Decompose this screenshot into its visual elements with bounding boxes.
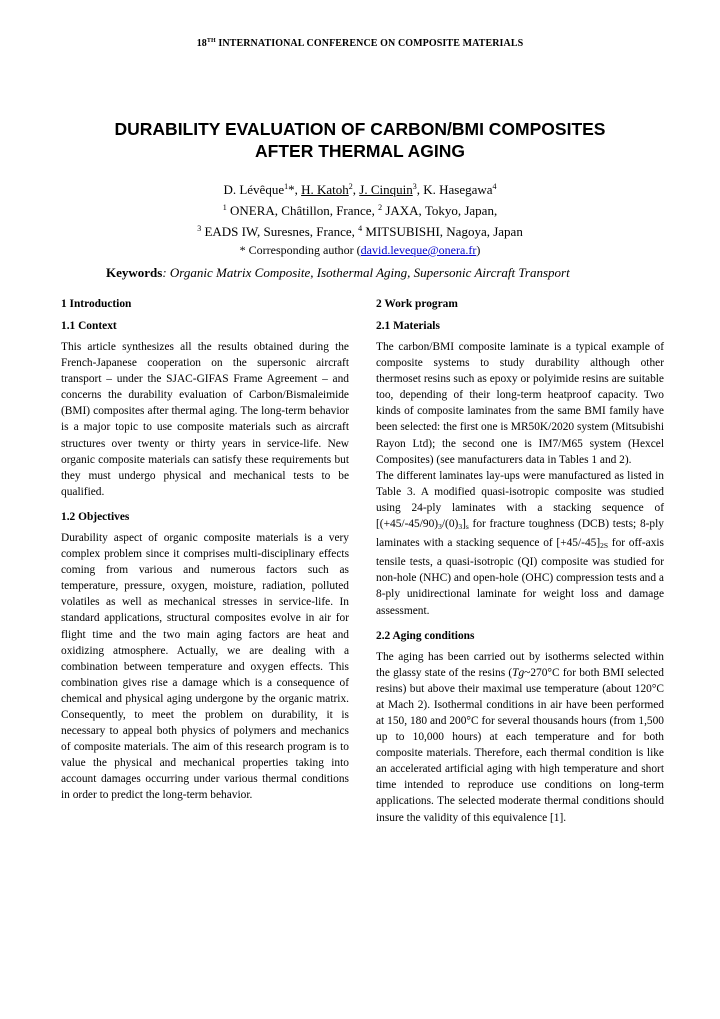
author-3-sup: 3 bbox=[412, 182, 417, 191]
affiliation-2: JAXA, Tokyo, Japan, bbox=[382, 203, 498, 218]
affiliation-line-2 bbox=[40, 220, 680, 241]
paper-title bbox=[40, 118, 680, 162]
mp2-sub3: s bbox=[465, 522, 469, 532]
mp2-d: for fracture toughness (DCB) tests; 8-ply laminates with a stacking sequence of [+45/-45] bbox=[376, 518, 664, 550]
author-1: D. Lévêque bbox=[223, 182, 285, 197]
title-line-1: DURABILITY EVALUATION OF CARBON/BMI COMPOSITES bbox=[114, 119, 606, 139]
affiliation-4: MITSUBISHI, Nagoya, Japan bbox=[362, 224, 523, 239]
author-3: J. Cinquin bbox=[359, 182, 413, 197]
title-line-2: AFTER THERMAL AGING bbox=[255, 141, 465, 161]
left-column bbox=[61, 296, 349, 810]
mp2-a: The different laminates lay-ups were manufactured as listed in Table 3. A modified quasi-isotropic composite was studied using 24-ply laminates with a stacking sequence of [(+45/-45/90) bbox=[376, 469, 664, 531]
author-1-sup: 1 bbox=[284, 182, 289, 191]
mp2-b: /(0) bbox=[441, 518, 459, 531]
running-header bbox=[0, 38, 720, 49]
aff2-sup: 2 bbox=[378, 203, 383, 212]
materials-paragraph-2 bbox=[376, 468, 664, 619]
aff4-sup: 4 bbox=[358, 224, 363, 233]
materials-paragraph-1: The carbon/BMI composite laminate is a typical example of composite systems to study durability although other thermoset resins such as epoxy or polyimide resins are suitable too, depending of their long-term heatproof capacity. Two kinds of composite laminates from the same BMI family have been selected: the first one is MR50K/2020 system (Mitsubishi Rayon Ltd); the second one is IM7/M65 system (Hexcel Composites) (see manufacturers data in Tables 1 and 2). bbox=[376, 341, 664, 466]
keywords-text: : Organic Matrix Composite, Isothermal Aging, Supersonic Aircraft Transport bbox=[162, 265, 570, 280]
aff1-sup: 1 bbox=[222, 203, 227, 212]
mp2-sub4: 2S bbox=[600, 541, 609, 551]
objectives-paragraph: Durability aspect of organic composite materials is a very complex problem since it comprises multi-disciplinary effects coming from various and numerous factors such as temperature, pressure, oxygen, moisture, radiation, polluted volatiles as well as mechanical stresses in service-life. In standard applications, structural composites evolve in air for flight time and the two main aging factors are heat and oxidizing atmosphere. Actually, we are dealing with a combination between temperature and oxygen effects. This combination gives rise a damage which is a consequence of chemical and physical aging undergone by the organic matrix. Consequently, to meet the problem on durability, it is necessary to appeal both physics of polymers and mechanics of composite materials. The aim of this research program is to value the physical and mechanical properties taking into account damages occurring under various thermal conditions in order to predict the long-term behavior. bbox=[61, 531, 349, 802]
author-4: , K. Hasegawa bbox=[416, 182, 493, 197]
author-2-sup: 2 bbox=[348, 182, 353, 191]
header-number: 18 bbox=[196, 38, 207, 49]
mp2-sub2: 3 bbox=[458, 522, 463, 532]
aging-conditions-paragraph bbox=[376, 649, 664, 826]
ac-a: The aging has been carried out by isotherms selected within the glassy state of the resins ( bbox=[376, 650, 664, 679]
corresponding-author bbox=[40, 241, 680, 259]
section-1-heading: 1 Introduction bbox=[61, 298, 132, 310]
header-text: INTERNATIONAL CONFERENCE ON COMPOSITE MATERIALS bbox=[215, 38, 524, 49]
header-superscript: TH bbox=[206, 38, 216, 44]
author-block bbox=[40, 178, 680, 259]
ac-tg: Tg bbox=[512, 666, 525, 679]
author-1-mark: *, bbox=[288, 182, 302, 197]
keywords bbox=[106, 265, 706, 281]
ac-b: ~270°C for both BMI selected resins) but above their maximal use temperature (about 120°C at Mach 2). Isothermal conditions in air have been performed at 150, 180 and 200°C for several thousands hours (from 1,500 up to 10,000 hours) at each temperature and for both composite materials. Therefore, each thermal condition is like an accelerated artificial aging with high temperature and short time intended to reproduce use conditions on long-term applications. The selected moderate thermal conditions should insure the validity of this equivalence [1]. bbox=[376, 666, 665, 824]
affiliation-1: ONERA, Châtillon, France, bbox=[226, 203, 379, 218]
section-1-2-heading: 1.2 Objectives bbox=[61, 510, 130, 523]
section-2-1-heading: 2.1 Materials bbox=[376, 320, 440, 332]
affiliation-3: EADS IW, Suresnes, France, bbox=[201, 224, 359, 239]
author-sep-1: , bbox=[352, 182, 360, 197]
corr-prefix: * Corresponding author ( bbox=[239, 243, 361, 257]
keywords-label: Keywords bbox=[106, 265, 163, 280]
context-paragraph: This article synthesizes all the results obtained during the French-Japanese cooperation on the supersonic aircraft transport – under the SJAC-GIFAS Frame Agreement – and concerns the durability evaluation of Carbon/Bismaleimide (BMI) composites after thermal aging. The long-term behavior is a major topic to use composite materials such as aircraft structures over twenty or thirty years in service-life. New organic composite materials can satisfy these requirements but they must undergo physical and mechanical tests to be qualified. bbox=[61, 341, 349, 498]
mp2-sub1: 3 bbox=[438, 522, 442, 532]
section-1-1-heading: 1.1 Context bbox=[61, 320, 117, 332]
aff3-sup: 3 bbox=[197, 224, 202, 233]
corresponding-email-link[interactable]: david.leveque@onera.fr bbox=[360, 243, 477, 257]
section-2-heading: 2 Work program bbox=[376, 298, 458, 310]
right-column bbox=[376, 296, 664, 832]
corr-suffix: ) bbox=[476, 243, 481, 257]
mp2-e: for off-axis tensile tests, a quasi-isotropic (QI) composite was studied for non-hole (NHC) and open-hole (OHC) compression tests and a 8-ply unidirectional laminate for weight loss and damage assessment. bbox=[376, 537, 664, 617]
affiliation-line-1 bbox=[40, 199, 680, 220]
author-4-sup: 4 bbox=[492, 182, 497, 191]
mp2-c: ] bbox=[462, 518, 466, 531]
section-2-2-heading: 2.2 Aging conditions bbox=[376, 629, 475, 642]
author-2: H. Katoh bbox=[301, 182, 349, 197]
author-line bbox=[40, 178, 680, 199]
